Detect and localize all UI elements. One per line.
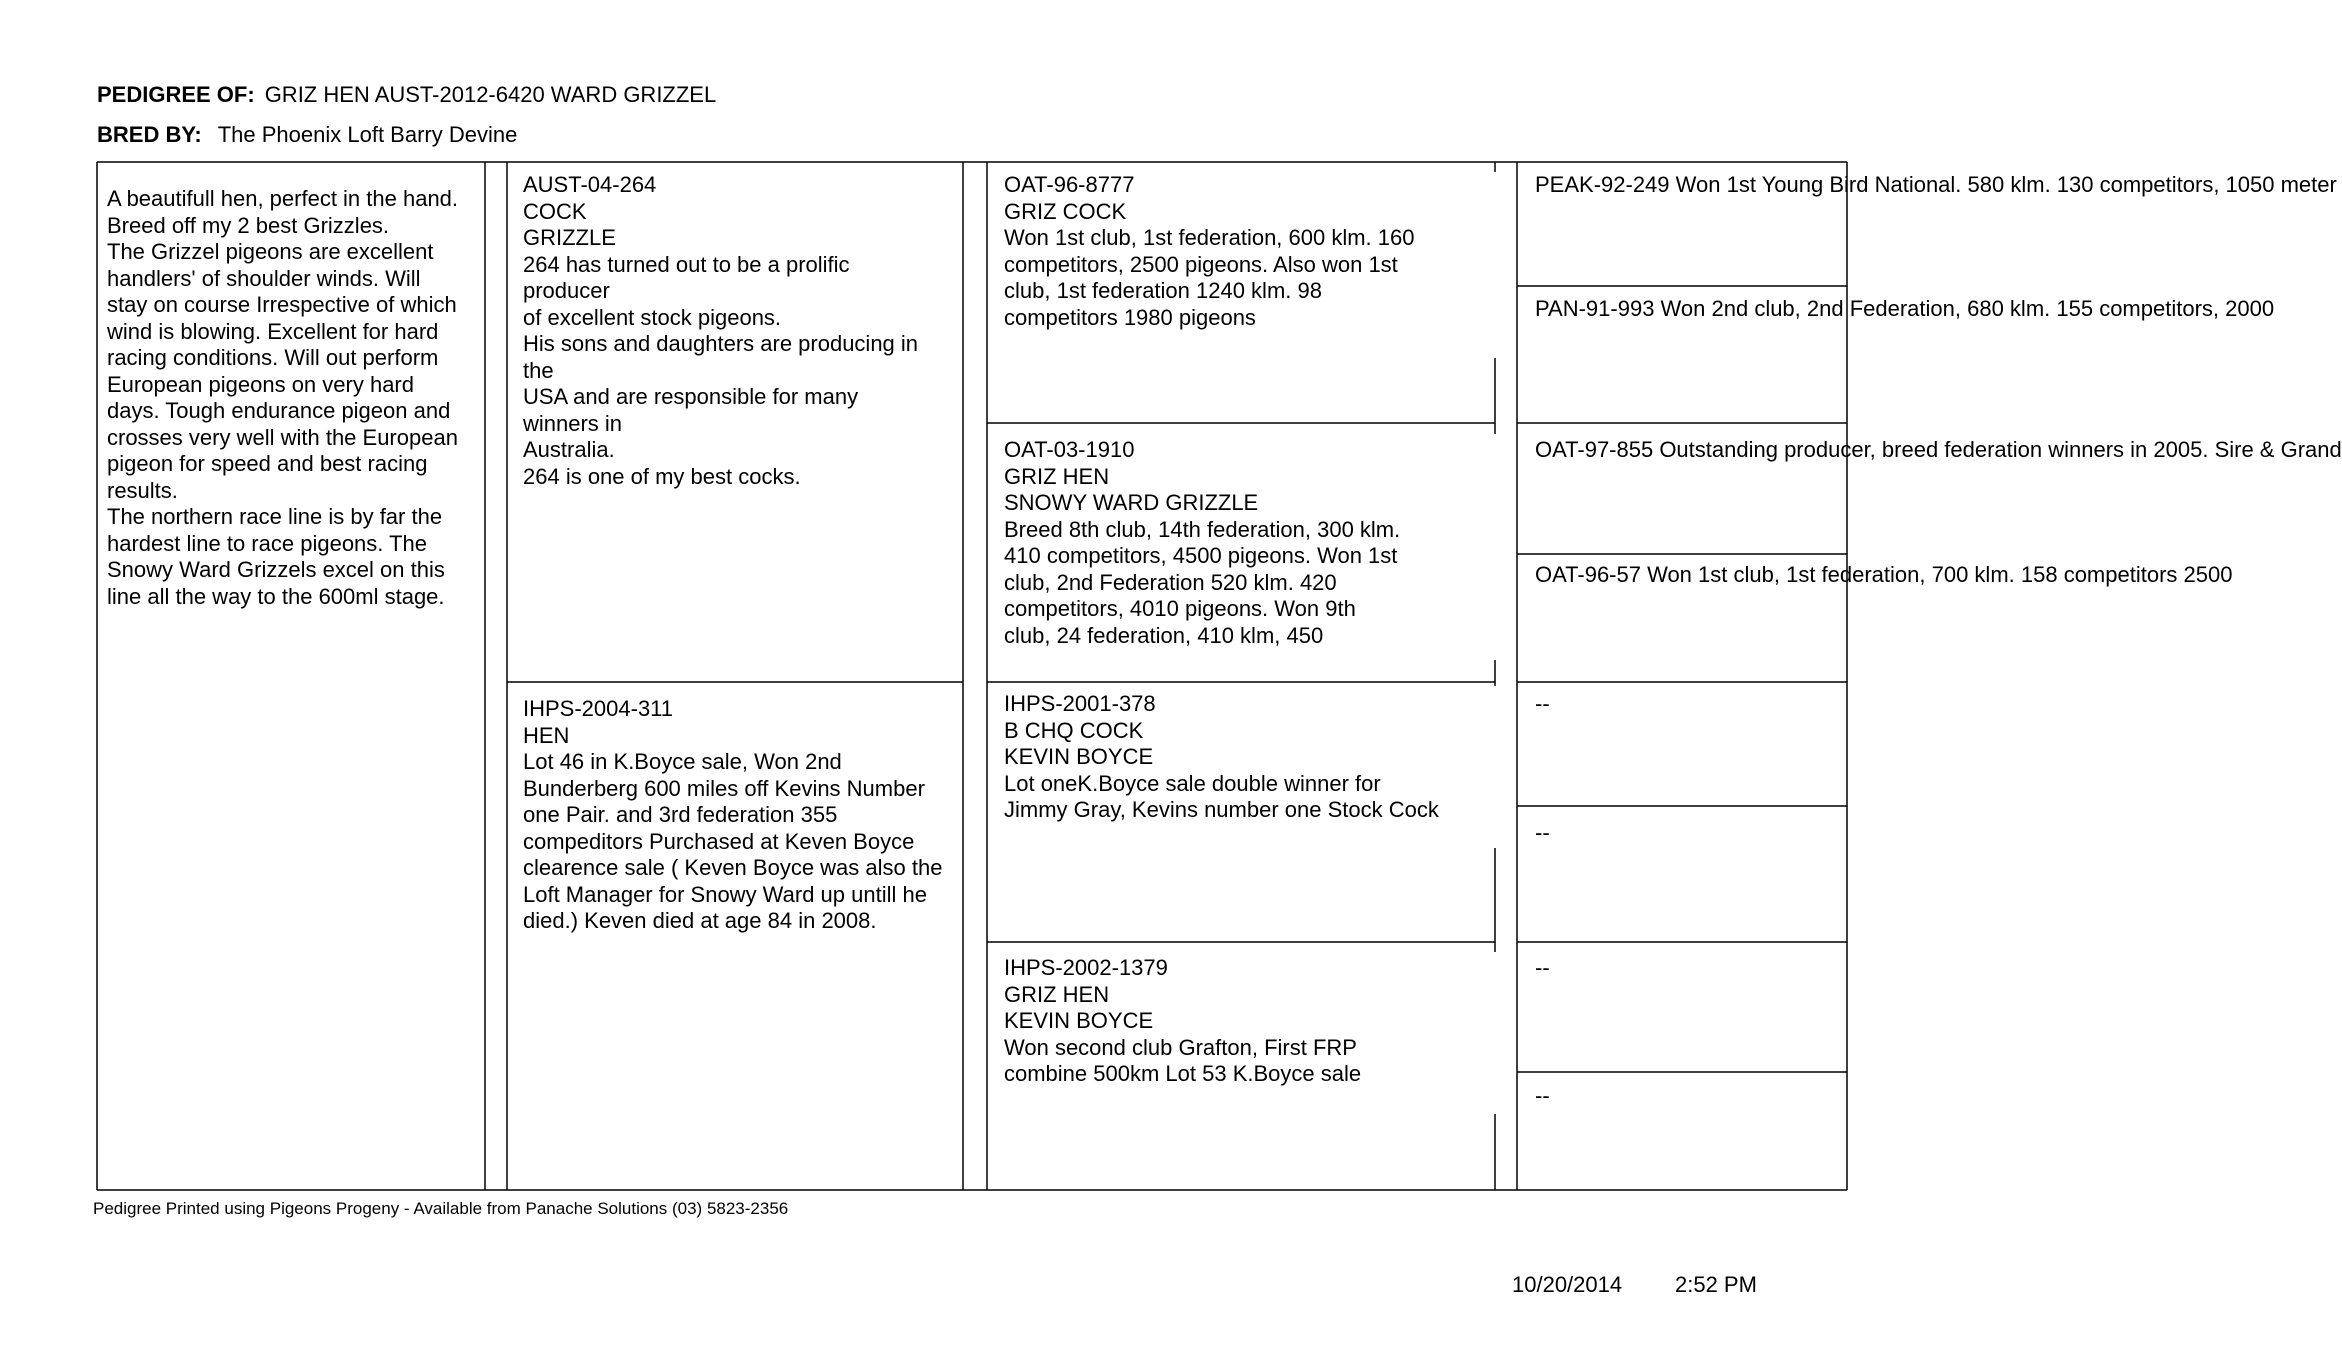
great-grandparent-cell-dsd: -- [1535, 820, 1550, 845]
sire-sire-cell: OAT-96-8777 GRIZ COCK Won 1st club, 1st federation, 600 klm. 160 competitors, 2500 pigeons. Also won 1st club, 1st federation 1240 klm. 98 competitors 1980 pigeons [1004, 172, 1415, 330]
great-grandparent-cell-dds: -- [1535, 955, 1550, 980]
sire-cell: AUST-04-264 COCK GRIZZLE 264 has turned out to be a prolific producer of excellent stock pigeons. His sons and daughters are producing in the USA and are responsible for many winners in Australia. 264 is one of my best cocks. [523, 172, 919, 489]
great-grandparent-cell-ssd: PAN-91-993 Won 2nd club, 2nd Federation, 680 klm. 155 competitors, 2000 [1535, 296, 2275, 321]
bred-by-label: BRED BY: [97, 122, 202, 147]
subject-description: A beautifull hen, perfect in the hand. Breed off my 2 best Grizzles. The Grizzel pigeons are excellent handlers' of shoulder winds. Will stay on course Irrespective of which wind is blowing. Excellent for hard racing conditions. Will out perform European pigeons on very hard days. Tough endurance pigeon and crosses very well with the European pigeon for speed and best racing results. The northern race line is by far the hardest line to race pigeons. The Snowy Ward Grizzels excel on this line all the way to the 600ml stage. [107, 186, 459, 609]
bred-by-line [97, 122, 517, 148]
bred-by-value: The Phoenix Loft Barry Devine [217, 122, 518, 147]
pedigree-of-line [97, 82, 716, 108]
pedigree-of-value: GRIZ HEN AUST-2012-6420 WARD GRIZZEL [264, 82, 717, 107]
sire-dam-cell: OAT-03-1910 GRIZ HEN SNOWY WARD GRIZZLE Breed 8th club, 14th federation, 300 klm. 410 competitors, 4500 pigeons. Won 1st club, 2nd Federation 520 klm. 420 competitors, 4010 pigeons. Won 9th club, 24 federation, 410 klm, 450 [1004, 437, 1401, 648]
great-grandparent-cell-ddd: -- [1535, 1083, 1550, 1108]
dam-sire-cell: IHPS-2001-378 B CHQ COCK KEVIN BOYCE Lot oneK.Boyce sale double winner for Jimmy Gray, Kevins number one Stock Cock [1004, 691, 1439, 822]
dam-dam-cell: IHPS-2002-1379 GRIZ HEN KEVIN BOYCE Won second club Grafton, First FRP combine 500km Lot 53 K.Boyce sale [1004, 955, 1362, 1086]
great-grandparent-cell-sds: OAT-97-855 Outstanding producer, breed federation winners in 2005. Sire & Grand [1535, 437, 2342, 462]
great-grandparent-cell-sss: PEAK-92-249 Won 1st Young Bird National. 580 klm. 130 competitors, 1050 meter [1535, 172, 2337, 197]
pedigree-of-label: PEDIGREE OF: [97, 82, 255, 107]
great-grandparent-cell-dss: -- [1535, 691, 1550, 716]
dam-cell: IHPS-2004-311 HEN Lot 46 in K.Boyce sale, Won 2nd Bunderberg 600 miles off Kevins Number one Pair. and 3rd federation 355 compeditors Purchased at Keven Boyce clearence sale ( Keven Boyce was also the Loft Manager for Snowy Ward up untill he died.) Keven died at age 84 in 2008. [523, 696, 943, 933]
footer-note: Pedigree Printed using Pigeons Progeny - Available from Panache Solutions (03) 5823-2356 [93, 1199, 789, 1218]
print-time: 2:52 PM [1675, 1272, 1757, 1297]
print-date: 10/20/2014 [1512, 1272, 1623, 1297]
great-grandparent-cell-sdd: OAT-96-57 Won 1st club, 1st federation, 700 klm. 158 competitors 2500 [1535, 562, 2233, 587]
